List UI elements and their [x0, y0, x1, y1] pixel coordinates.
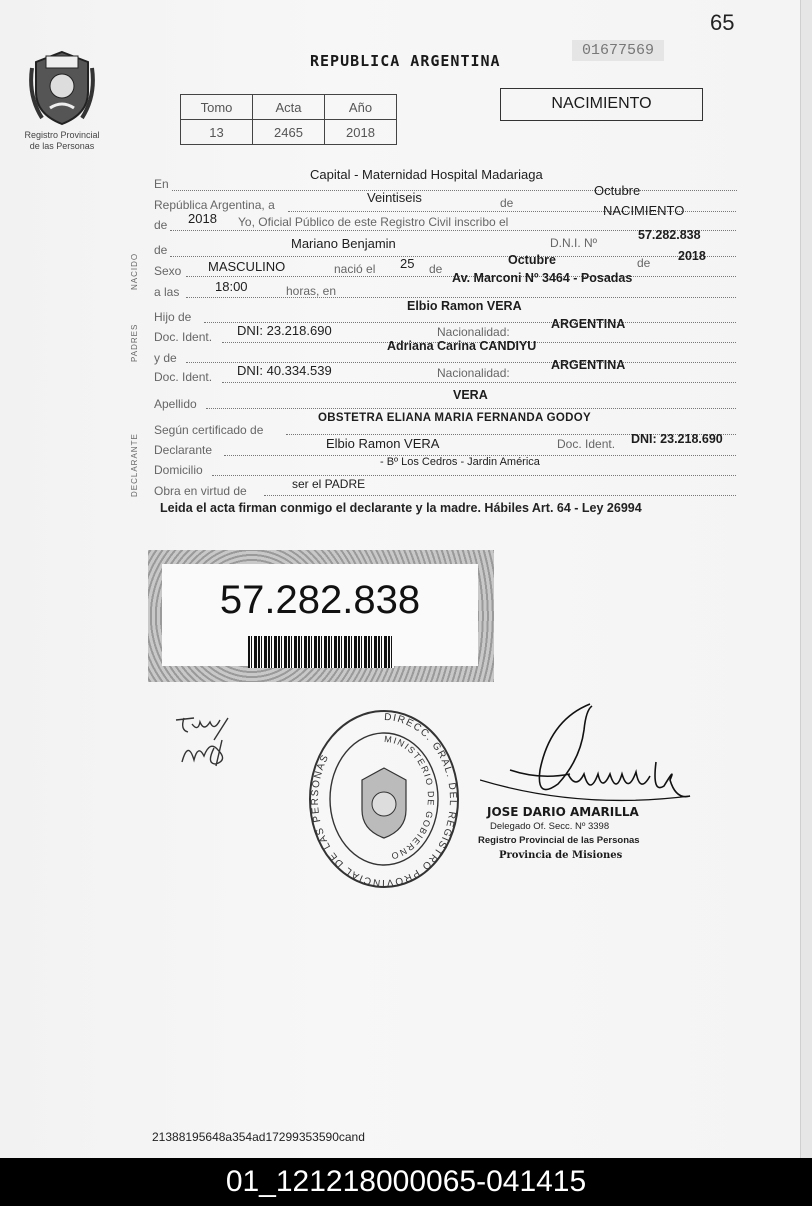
dotted-line: [186, 297, 736, 298]
value-nombre: Mariano Benjamin: [291, 236, 396, 251]
crest-caption: [10, 130, 114, 152]
label-obra-en-virtud: Obra en virtud de: [154, 484, 247, 498]
register-header-acta: Acta: [253, 95, 325, 120]
label-hijo-de: Hijo de: [154, 310, 192, 324]
value-mes-nac: Octubre: [508, 253, 556, 267]
label-segun-certificado: Según certificado de: [154, 423, 264, 437]
barcode-icon: [248, 636, 394, 668]
handwritten-signature-main: [480, 700, 700, 820]
value-madre-nacionalidad: ARGENTINA: [551, 358, 626, 372]
register-value-tomo: 13: [181, 120, 253, 145]
dni-card-panel: [162, 564, 478, 666]
dni-card-number: 57.282.838: [219, 578, 421, 622]
handwritten-signature-left: [170, 710, 240, 770]
value-declarante: Elbio Ramon VERA: [326, 436, 440, 451]
label-domicilio: Domicilio: [154, 463, 203, 477]
dotted-line: [222, 382, 736, 383]
label-nacionalidad: Nacionalidad:: [437, 325, 510, 339]
file-identifier-bar: 01_121218000065-041415: [0, 1158, 812, 1206]
provincial-crest-icon: [28, 48, 96, 128]
register-header-anio: Año: [325, 95, 397, 120]
label-declarante: Declarante: [154, 443, 213, 457]
value-dia-nac: 25: [400, 256, 415, 271]
value-anio-nac: 2018: [678, 249, 706, 263]
dotted-line: [206, 408, 736, 409]
stamp-position: Delegado Of. Secc. Nº 3398: [490, 821, 610, 832]
label-horas-en: horas, en: [286, 284, 337, 298]
label-yo-oficial: Yo, Oficial Público de este Registro Civil inscribo el: [238, 215, 509, 229]
value-certificado: OBSTETRA ELIANA MARIA FERNANDA GODOY: [318, 412, 591, 424]
stamp-name: JOSE DARIO AMARILLA: [487, 805, 639, 819]
value-sexo: MASCULINO: [208, 259, 286, 274]
label-republica-a: República Argentina, a: [154, 198, 275, 212]
register-value-acta: 2465: [253, 120, 325, 145]
label-de: de: [429, 262, 443, 276]
label-dni: D.N.I. Nº: [550, 236, 598, 250]
stamp-province: Provincia de Misiones: [499, 850, 623, 861]
label-apellido: Apellido: [154, 397, 197, 411]
side-label-padres: PADRES: [130, 323, 139, 362]
label-nacionalidad: Nacionalidad:: [437, 366, 510, 380]
register-table: [180, 94, 397, 145]
value-mes: Octubre: [594, 183, 641, 198]
register-table-header-row: [181, 95, 397, 120]
value-obra-en-virtud: ser el PADRE: [292, 477, 366, 491]
label-de: de: [154, 243, 168, 257]
seal-outer-text: DIRECC. GRAL. DEL REGISTRO PROVINCIAL DE LAS PERSONAS: [309, 711, 459, 889]
value-dni: 57.282.838: [638, 228, 701, 242]
seal-inner-text: MINISTERIO DE GOBIERNO: [383, 733, 437, 862]
side-label-declarante: DECLARANTE: [130, 433, 139, 497]
page-edge: [800, 0, 812, 1158]
label-de: de: [637, 256, 651, 270]
label-y-de: y de: [154, 351, 177, 365]
official-seal: [304, 706, 464, 892]
label-doc-ident: Doc. Ident.: [154, 370, 213, 384]
crest-caption-line2: de las Personas: [29, 141, 95, 151]
value-declarante-doc: DNI: 23.218.690: [631, 432, 723, 446]
register-value-anio: 2018: [325, 120, 397, 145]
closing-statement: Leida el acta firman conmigo el declarante y la madre. Hábiles Art. 64 - Ley 26994: [160, 501, 642, 515]
record-type-box: NACIMIENTO: [500, 88, 703, 121]
label-sexo: Sexo: [154, 264, 182, 278]
value-hora: 18:00: [215, 279, 248, 294]
side-label-nacido: NACIDO: [130, 252, 139, 290]
value-anio: 2018: [188, 211, 217, 226]
dni-card: [148, 550, 494, 682]
dotted-line: [172, 190, 737, 191]
stamp-office: Registro Provincial de las Personas: [478, 835, 640, 846]
label-de: de: [154, 218, 168, 232]
page-number: 65: [710, 10, 735, 35]
label-a-las: a las: [154, 285, 180, 299]
crest-caption-line1: Registro Provincial: [24, 130, 100, 140]
value-dia-letras: Veintiseis: [367, 190, 422, 205]
value-padre: Elbio Ramon VERA: [407, 299, 522, 313]
value-apellido: VERA: [453, 388, 488, 402]
document-title: REPUBLICA ARGENTINA: [310, 52, 501, 70]
value-madre-doc: DNI: 40.334.539: [237, 363, 332, 378]
serial-number: 01677569: [572, 40, 664, 61]
dotted-line: [264, 495, 736, 496]
value-padre-doc: DNI: 23.218.690: [237, 323, 332, 338]
label-doc-ident: Doc. Ident.: [557, 437, 616, 451]
document-hash: 213881956​48a354ad172993​5​3​590cand: [152, 1130, 365, 1144]
value-domicilio: - Bº Los Cedros - Jardin América: [380, 456, 540, 468]
value-padre-nacionalidad: ARGENTINA: [551, 317, 626, 331]
value-inscribe: NACIMIENTO: [603, 203, 685, 218]
label-en: En: [154, 177, 169, 191]
label-doc-ident: Doc. Ident.: [154, 330, 213, 344]
register-header-tomo: Tomo: [181, 95, 253, 120]
label-nacio-el: nació el: [334, 262, 376, 276]
value-madre: Adriana Carina CANDIYU: [387, 339, 537, 353]
register-table-value-row: [181, 120, 397, 145]
label-de: de: [500, 196, 514, 210]
dotted-line: [212, 475, 736, 476]
dotted-line: [170, 256, 736, 257]
value-lugar: Capital - Maternidad Hospital Madariaga: [310, 167, 543, 182]
value-lugar-nac: Av. Marconi Nº 3464 - Posadas: [452, 271, 633, 285]
